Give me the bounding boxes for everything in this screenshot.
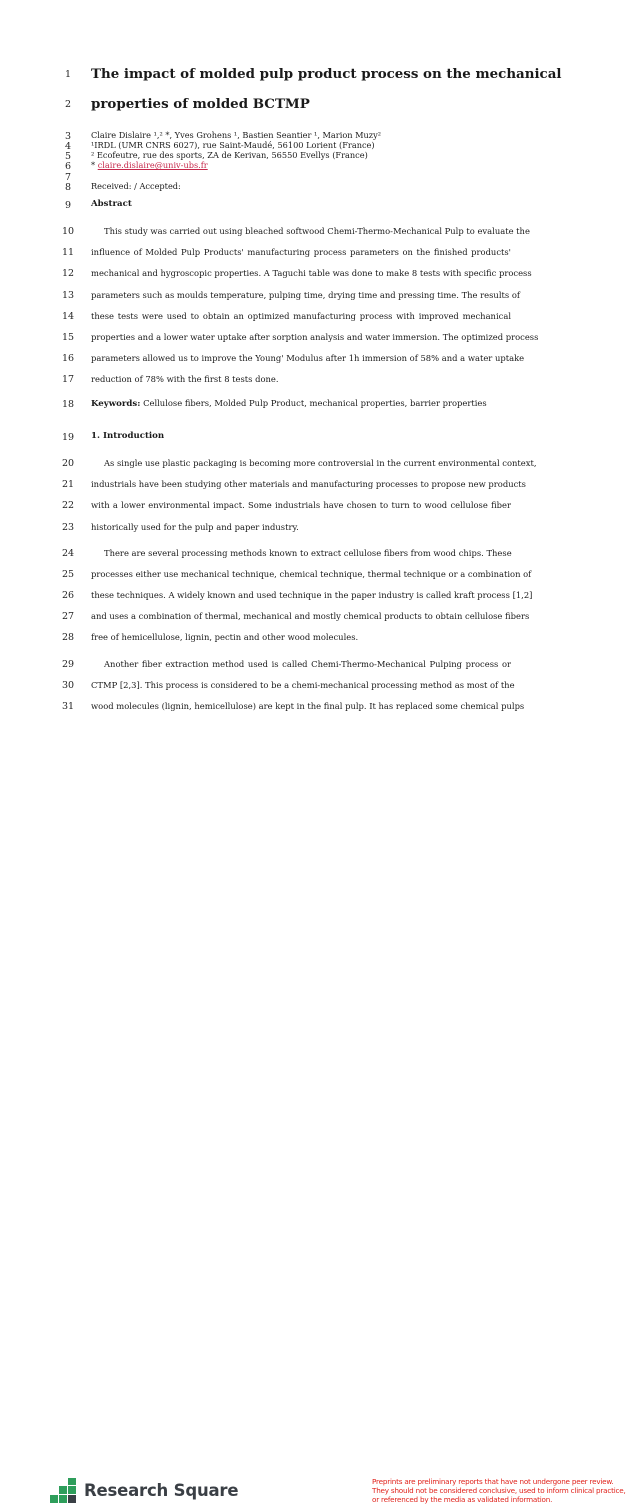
- preprint-notice-line: They should not be considered conclusive, used to inform clinical practice,: [372, 1486, 626, 1496]
- intro-line: historically used for the pulp and paper industry.: [91, 522, 299, 532]
- email-marker: *: [91, 160, 98, 170]
- intro-line: free of hemicellulose, lignin, pectin and other wood molecules.: [91, 632, 359, 642]
- intro-line: CTMP [2,3]. This process is considered to be a chemi-mechanical processing method as most of the: [91, 680, 515, 690]
- author-list: Claire Dislaire ¹,² *, Yves Grohens ¹, Bastien Seantier ¹, Marion Muzy²: [91, 130, 382, 140]
- email-link[interactable]: claire.dislaire@univ-ubs.fr: [97, 160, 208, 170]
- line-number: 25: [61, 569, 75, 580]
- intro-line: these techniques. A widely known and used technique in the paper industry is called kraft process [1,2]: [91, 590, 533, 600]
- intro-line: Another fiber extraction method used is called Chemi-Thermo-Mechanical Pulping process or: [104, 659, 511, 669]
- line-number: 30: [61, 680, 75, 691]
- section-heading-introduction: 1. Introduction: [91, 431, 165, 441]
- line-number: 2: [64, 99, 72, 110]
- line-number: 22: [61, 500, 75, 511]
- line-number: 24: [61, 548, 75, 559]
- intro-line: wood molecules (lignin, hemicellulose) are kept in the final pulp. It has replaced some chemical pulps: [91, 701, 525, 711]
- line-number: 11: [61, 247, 75, 258]
- paper-title-line-1: The impact of molded pulp product process on the mechanical: [91, 66, 562, 82]
- abstract-line: influence of Molded Pulp Products' manufacturing process parameters on the finished products': [91, 247, 511, 257]
- line-number: 10: [61, 226, 75, 237]
- abstract-line: mechanical and hygroscopic properties. A Taguchi table was done to make 8 tests with specific process: [91, 268, 532, 278]
- keywords: [91, 398, 487, 409]
- line-number: 31: [61, 701, 75, 712]
- intro-line: As single use plastic packaging is becoming more controversial in the current environmental context,: [104, 458, 537, 468]
- line-number: 18: [61, 399, 75, 410]
- preprint-notice: [372, 1477, 626, 1504]
- abstract-line: parameters such as moulds temperature, pulping time, drying time and pressing time. The results of: [91, 290, 520, 300]
- preprint-notice-line: or referenced by the media as validated information.: [372, 1495, 553, 1504]
- line-number: 7: [64, 172, 72, 183]
- line-number: 29: [61, 659, 75, 670]
- line-number: 9: [64, 200, 72, 211]
- line-number: 13: [61, 290, 75, 301]
- preprint-footer: [0, 736, 626, 1504]
- line-number: 19: [61, 432, 75, 443]
- line-number: 23: [61, 522, 75, 533]
- line-number: 17: [61, 374, 75, 385]
- line-number: 14: [61, 311, 75, 322]
- keywords-text: Cellulose fibers, Molded Pulp Product, mechanical properties, barrier properties: [140, 398, 487, 408]
- intro-line: and uses a combination of thermal, mechanical and mostly chemical products to obtain cellulose fibers: [91, 611, 530, 621]
- line-number: 8: [64, 182, 72, 193]
- line-number: 5: [64, 151, 72, 162]
- abstract-line: properties and a lower water uptake after sorption analysis and water immersion. The optimized process: [91, 332, 539, 342]
- intro-line: processes either use mechanical technique, chemical technique, thermal technique or a combination of: [91, 569, 532, 579]
- intro-line: There are several processing methods known to extract cellulose fibers from wood chips. These: [104, 548, 512, 558]
- abstract-line: parameters allowed us to improve the Young' Modulus after 1h immersion of 58% and a water uptake: [91, 353, 525, 363]
- line-number: 4: [64, 141, 72, 152]
- line-number: 3: [64, 131, 72, 142]
- abstract-line: This study was carried out using bleached softwood Chemi-Thermo-Mechanical Pulp to evaluate the: [104, 226, 530, 236]
- corresponding-email: [91, 161, 208, 170]
- affiliation-1: ¹IRDL (UMR CNRS 6027), rue Saint-Maudé, 56100 Lorient (France): [91, 140, 375, 150]
- line-number: 15: [61, 332, 75, 343]
- abstract-line: reduction of 78% with the first 8 tests done.: [91, 374, 279, 384]
- abstract-heading: Abstract: [91, 199, 132, 209]
- abstract-line: these tests were used to obtain an optimized manufacturing process with improved mechanical: [91, 311, 511, 321]
- received-accepted: Received: / Accepted:: [91, 181, 181, 191]
- intro-line: industrials have been studying other materials and manufacturing processes to propose new products: [91, 479, 526, 489]
- line-number: 12: [61, 268, 75, 279]
- intro-line: with a lower environmental impact. Some industrials have chosen to turn to wood cellulose fiber: [91, 500, 511, 510]
- line-number: 20: [61, 458, 75, 469]
- line-number: 16: [61, 353, 75, 364]
- preprint-notice-line: Preprints are preliminary reports that have not undergone peer review.: [372, 1477, 614, 1486]
- research-square-logo-icon: [49, 1478, 79, 1504]
- line-number: 26: [61, 590, 75, 601]
- line-number: 1: [64, 69, 72, 80]
- line-number: 6: [64, 161, 72, 172]
- affiliation-2: ² Ecofeutre, rue des sports, ZA de Kerivan, 56550 Evellys (France): [91, 150, 368, 160]
- keywords-label: Keywords:: [91, 399, 141, 409]
- line-number: 21: [61, 479, 75, 490]
- research-square-brand[interactable]: Research Square: [84, 1481, 239, 1500]
- paper-title-line-2: properties of molded BCTMP: [91, 96, 310, 112]
- line-number: 28: [61, 632, 75, 643]
- line-number: 27: [61, 611, 75, 622]
